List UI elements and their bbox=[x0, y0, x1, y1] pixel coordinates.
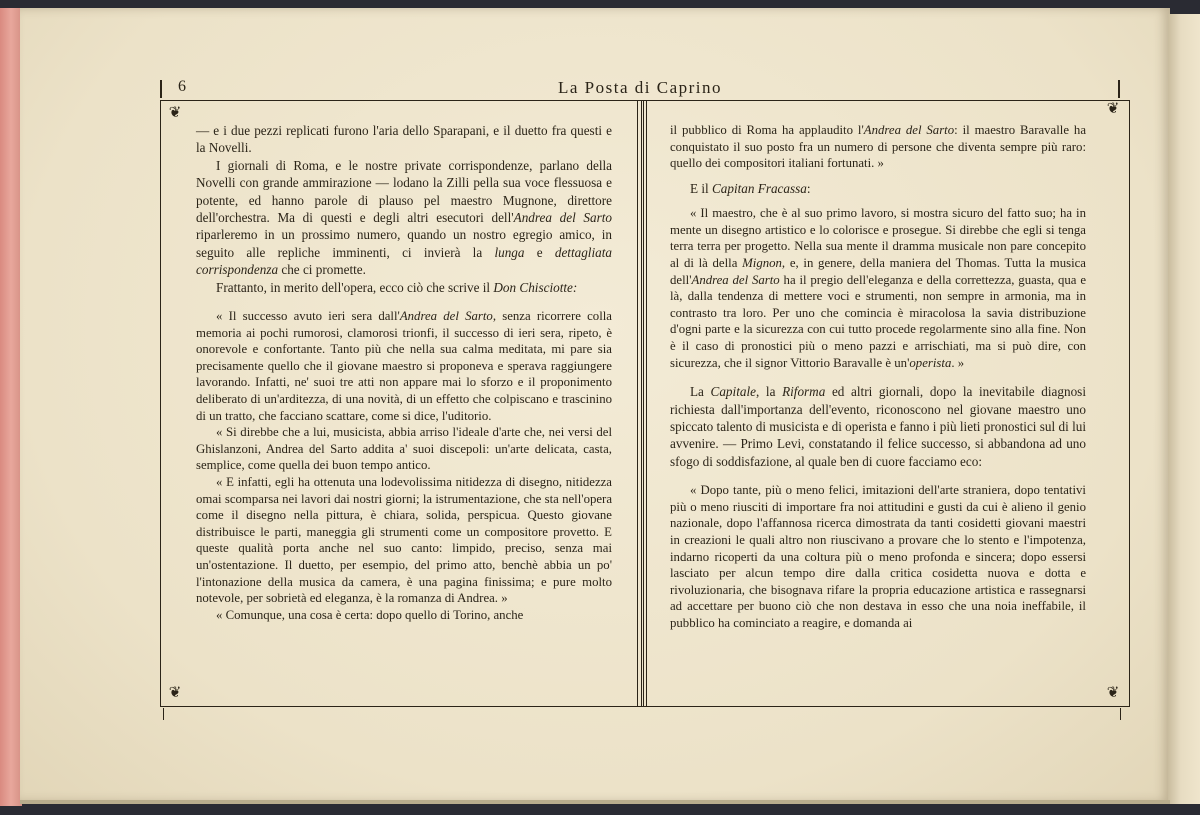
right-column-text bbox=[670, 122, 1086, 632]
footer-rule-right bbox=[1120, 708, 1121, 720]
page-number: 6 bbox=[178, 78, 187, 95]
running-header bbox=[150, 78, 1130, 100]
quote-paragraph: il pubblico di Roma ha applaudito l'Andrea del Sarto: il maestro Baravalle ha conquistato il suo posto fra un numero di persone che diventa sempre più raro: quello dei compositori italiani fortunati. » bbox=[670, 123, 1086, 171]
page-bottom-edge bbox=[20, 800, 1170, 804]
fleuron-icon: ❦ bbox=[1106, 685, 1120, 701]
left-column-text bbox=[196, 122, 612, 623]
column-gutter-rule bbox=[641, 101, 644, 706]
footer-rule-left bbox=[163, 708, 164, 720]
quote-paragraph: « Comunque, una cosa è certa: dopo quello di Torino, anche bbox=[216, 607, 524, 622]
paragraph: E il Capitan Fracassa: bbox=[690, 180, 811, 196]
next-page-edge bbox=[1168, 14, 1200, 804]
book-edge bbox=[0, 8, 22, 806]
quote-paragraph: « E infatti, egli ha ottenuta una lodevolissima nitidezza di disegno, nitidezza omai scomparsa nei lavori dai nostri giorni; la istrumentazione, che sta nell'opera come il disegno nella pittura, è chiara, solida, perspicua. Questo giovane distribuisce le parti, maneggia gli strumenti come un compositore provetto. E queste qualità porta anche nel suo canto: limpido, preciso, senza mai un'ostentazione. Il duetto, per esempio, del primo atto, benchè abbia un po' l'intonazione della musica da camera, è una pagina finissima; e pure molto notevole, per sobrietà ed eleganza, è la romanza di Andrea. » bbox=[196, 475, 612, 606]
paragraph: La Capitale, la Riforma ed altri giornali, dopo la inevitabile diagnosi richiesta dall'importanza dell'evento, riconoscono nel giovane maestro uno spiccato talento di musicista e di operista e fanno i più lieti pronostici sul di lui avvenire. — Primo Levi, constatando il felice successo, si abbandona ad uno sfogo di soddisfazione, al quale ben di cuore facciamo eco: bbox=[670, 384, 1086, 469]
paragraph: I giornali di Roma, e le nostre private corrispondenze, parlano della Novelli con grande ammirazione — lodano la Zilli pella sua voce flessuosa e potente, ed hanno parole di plauso pel maestro Mugnone, direttore dell'orchestra. Ma di questi e degli altri esecutori dell'Andrea del Sarto riparleremo in un prossimo numero, quando un nostro egregio amico, in seguito alle repliche imminenti, ci invierà la lunga e dettagliata corrispondenza che ci promette. bbox=[196, 157, 612, 278]
quote-paragraph: « Il successo avuto ieri sera dall'Andrea del Sarto, senza ricorrere colla memoria ai pochi rumorosi, clamorosi trionfi, il successo di ieri sera, ripeto, è onorevole e confortante. Tanto più che nella sua calma meditata, mi pare sia precisamente quello che il giovane maestro si proponeva e sperava raggiungere lavorando. Infatti, ne' suoi tre atti non appare mai lo sforzo e il proponimento deliberato di un'arditezza, di una novità, di un effetto che colpiscano e trascinino di un tratto, che facciano scattare, come si dice, l'uditorio. bbox=[196, 309, 612, 423]
running-title: La Posta di Caprino bbox=[557, 78, 722, 97]
fleuron-icon: ❦ bbox=[168, 105, 182, 121]
quote-paragraph: « Il maestro, che è al suo primo lavoro, si mostra sicuro del fatto suo; ha in mente un disegno artistico e lo colorisce e prosegue. Si direbbe che egli si tenga terra terra per progetto. Nella sua mente il dramma musicale non pare concepito al di là della Mignon, e, in genere, della maniera del Thomas. Tutta la musica dell'Andrea del Sarto ha il pregio dell'eleganza e della correttezza, guasta, qua e là, dalla tendenza di mettere voci e strumenti, non sempre in armonia, ma in contrasto tra loro. Per uno che comincia è miracolosa la savia distribuzione d'ogni parte e la sicurezza con cui tutto procede regolarmente sino alla fine. Non è il caso di pronostici più o meno pazzi e arrischiati, ma si può dire, con sicurezza, che il signor Vittorio Baravalle è un'operista. » bbox=[670, 206, 1086, 370]
quote-paragraph: « Dopo tante, più o meno felici, imitazioni dell'arte straniera, dopo tentativi più o meno riusciti di importare fra noi attitudini e gusti da cui è alieno il genio nazionale, dopo l'affannosa ricerca dimostrata da tanti cosidetti giovani maestri in creazioni le quali altro non riuscivano a provare che lo stento e l'impotenza, indarno ricoperti da una coltura più o meno profonda e sincera; dopo essersi lasciato per alcun tempo dire dalla critica cosidetta nuova e dotta e rivoluzionaria, che bisognava rifare la propria educazione artistica e rassegnarsi ad accettare per buono ciò che non destava in esso che una noia ineffabile, il pubblico ha cominciato a reagire, e domanda ai bbox=[670, 483, 1086, 630]
fleuron-icon: ❦ bbox=[168, 685, 182, 701]
header-rule-right bbox=[1118, 80, 1120, 98]
paragraph: — e i due pezzi replicati furono l'aria dello Sparapani, e il duetto fra questi e la Novelli. bbox=[196, 123, 612, 156]
fleuron-icon: ❦ bbox=[1106, 101, 1120, 117]
quote-paragraph: « Si direbbe che a lui, musicista, abbia arriso l'ideale d'arte che, nei versi del Ghislanzoni, Andrea del Sarto addita a' suoi discepoli: un'arte delicata, casta, semplice, come quella dei buon tempo antico. bbox=[196, 425, 612, 473]
paragraph: Frattanto, in merito dell'opera, ecco ciò che scrive il Don Chisciotte: bbox=[216, 279, 578, 295]
